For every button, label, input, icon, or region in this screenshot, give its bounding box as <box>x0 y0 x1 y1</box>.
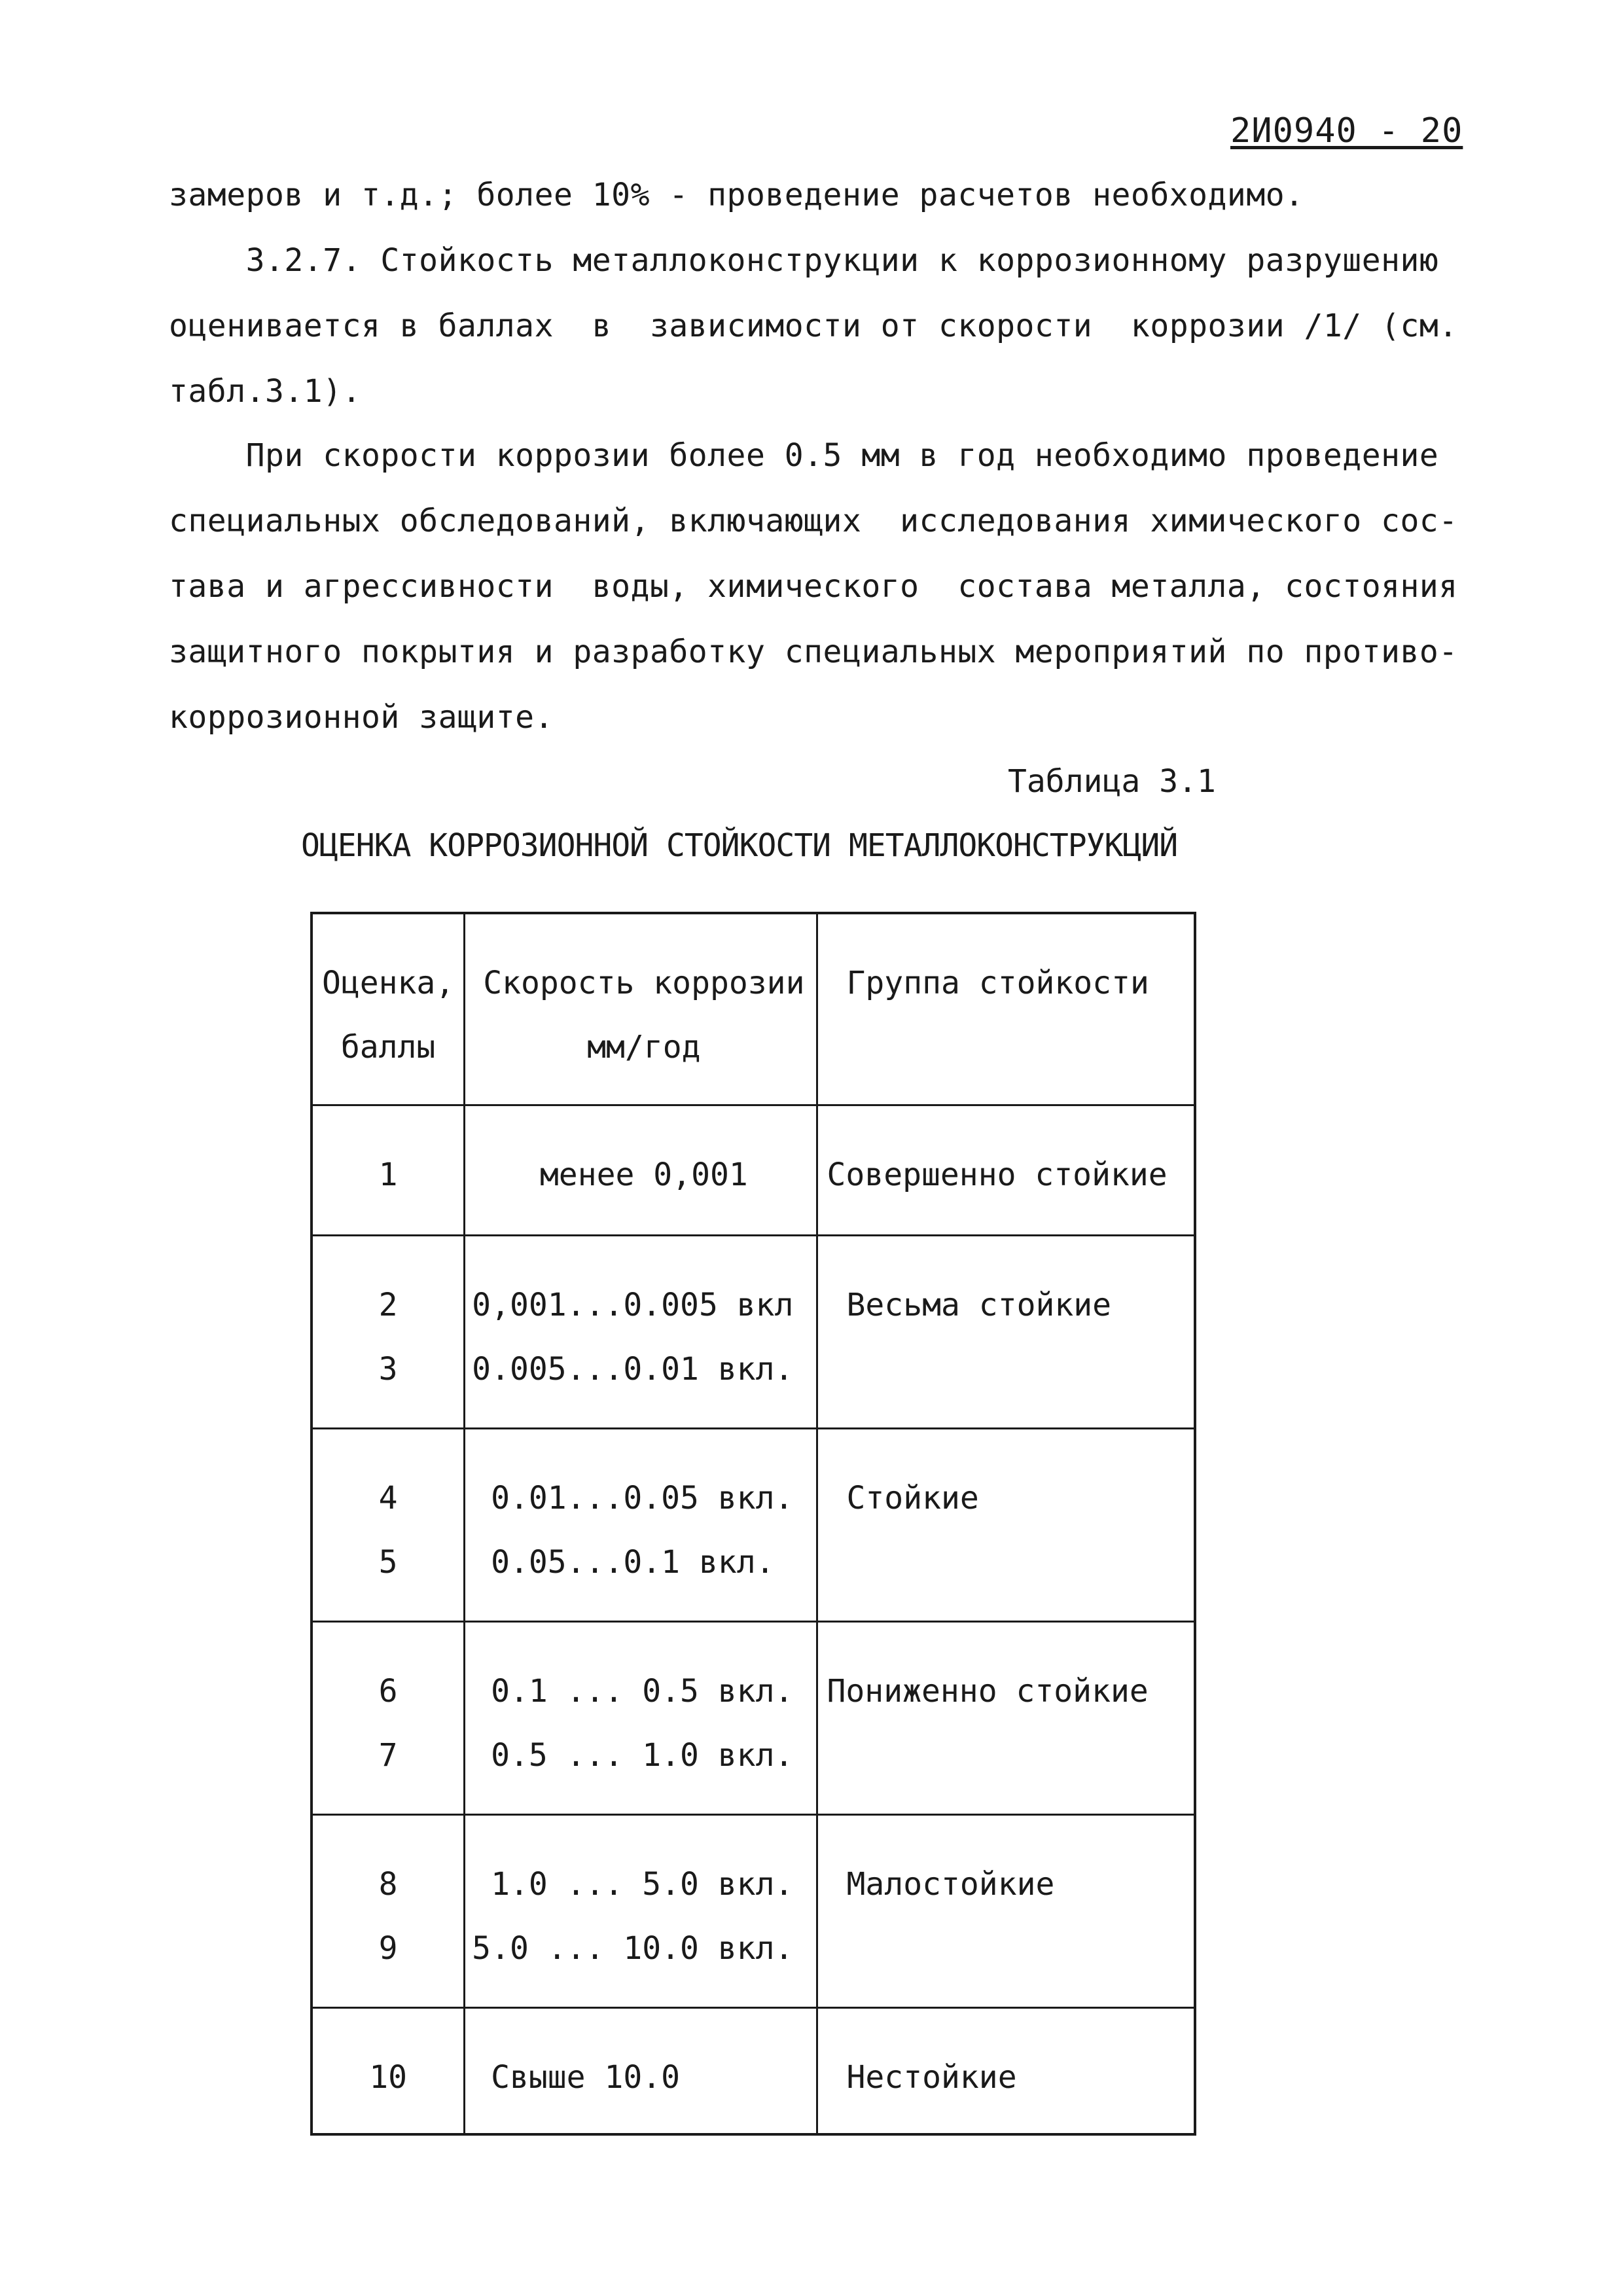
header-rate-line: мм/год <box>587 1029 701 1066</box>
table-header-row <box>312 913 1195 1105</box>
group-value: Весьма стойкие <box>846 1287 1112 1323</box>
table-caption: Таблица 3.1 <box>1008 763 1216 800</box>
body-line: коррозионной защите. <box>169 699 554 736</box>
rate-value: 0.5 ... 1.0 вкл. <box>472 1737 794 1774</box>
table-row <box>312 1815 1195 2008</box>
table-row <box>312 1622 1195 1815</box>
body-line: тава и агрессивности воды, химического состава металла, состояния <box>169 568 1458 605</box>
rate-cell <box>465 1815 817 2008</box>
group-value: Малостойкие <box>846 1866 1055 1903</box>
body-line: При скорости коррозии более 0.5 мм в год необходимо проведение <box>169 437 1439 474</box>
rate-value: 0.005...0.01 вкл. <box>472 1351 794 1388</box>
table-row <box>312 1429 1195 1622</box>
header-rate <box>465 913 817 1105</box>
body-line: замеров и т.д.; более 10% - проведение расчетов необходимо. <box>169 177 1304 213</box>
rate-cell <box>465 1622 817 1815</box>
table-row <box>312 2008 1195 2135</box>
group-value: Пониженно стойкие <box>827 1673 1149 1710</box>
score-value: 9 <box>378 1930 398 1967</box>
rate-cell <box>465 2008 817 2135</box>
score-value: 3 <box>378 1351 398 1388</box>
rate-value: Свыше 10.0 <box>472 2059 681 2096</box>
body-line: табл.3.1). <box>169 373 361 410</box>
header-score <box>312 913 465 1105</box>
rate-value: менее 0,001 <box>539 1157 748 1193</box>
group-cell <box>817 1236 1195 1429</box>
rate-value: 1.0 ... 5.0 вкл. <box>472 1866 794 1903</box>
rate-value: 5.0 ... 10.0 вкл. <box>472 1930 794 1967</box>
score-cell <box>312 1622 465 1815</box>
rate-value: 0.01...0.05 вкл. <box>472 1480 794 1516</box>
score-value: 2 <box>378 1287 398 1323</box>
body-line: защитного покрытия и разработку специальных мероприятий по противо- <box>169 634 1458 670</box>
group-value: Совершенно стойкие <box>827 1157 1168 1193</box>
score-value: 7 <box>378 1737 398 1774</box>
rate-cell <box>465 1236 817 1429</box>
score-value: 4 <box>378 1480 398 1516</box>
score-cell <box>312 1105 465 1236</box>
page-number: 2И0940 - 20 <box>1230 111 1463 151</box>
group-cell <box>817 1622 1195 1815</box>
body-line: 3.2.7. Стойкость металлоконструкции к коррозионному разрушению <box>169 242 1439 279</box>
table-row <box>312 1105 1195 1236</box>
group-value: Нестойкие <box>846 2059 1017 2096</box>
rate-value: 0.1 ... 0.5 вкл. <box>472 1673 794 1710</box>
score-value: 6 <box>378 1673 398 1710</box>
group-value: Стойкие <box>846 1480 979 1516</box>
group-cell <box>817 2008 1195 2135</box>
score-cell <box>312 2008 465 2135</box>
score-cell <box>312 1815 465 2008</box>
header-group-label: Группа стойкости <box>846 965 1149 1001</box>
header-group <box>817 913 1195 1105</box>
score-value: 8 <box>378 1866 398 1903</box>
score-value: 1 <box>378 1157 398 1193</box>
rate-value: 0.05...0.1 вкл. <box>472 1544 775 1581</box>
score-value: 10 <box>369 2059 407 2096</box>
score-cell <box>312 1429 465 1622</box>
group-cell <box>817 1815 1195 2008</box>
table-title: ОЦЕНКА КОРРОЗИОННОЙ СТОЙКОСТИ МЕТАЛЛОКОНСТРУКЦИЙ <box>301 827 1178 864</box>
score-cell <box>312 1236 465 1429</box>
body-line: оценивается в баллах в зависимости от скорости коррозии /1/ (см. <box>169 308 1458 344</box>
header-score-line: баллы <box>340 1029 436 1066</box>
rate-cell <box>465 1105 817 1236</box>
header-score-line: Оценка, <box>321 965 455 1001</box>
corrosion-table <box>310 912 1196 2136</box>
header-rate-line: Скорость коррозии <box>483 965 805 1001</box>
group-cell <box>817 1429 1195 1622</box>
rate-cell <box>465 1429 817 1622</box>
body-line: специальных обследований, включающих исследования химического сос- <box>169 503 1458 539</box>
score-value: 5 <box>378 1544 398 1581</box>
group-cell <box>817 1105 1195 1236</box>
rate-value: 0,001...0.005 вкл <box>472 1287 794 1323</box>
table-row <box>312 1236 1195 1429</box>
